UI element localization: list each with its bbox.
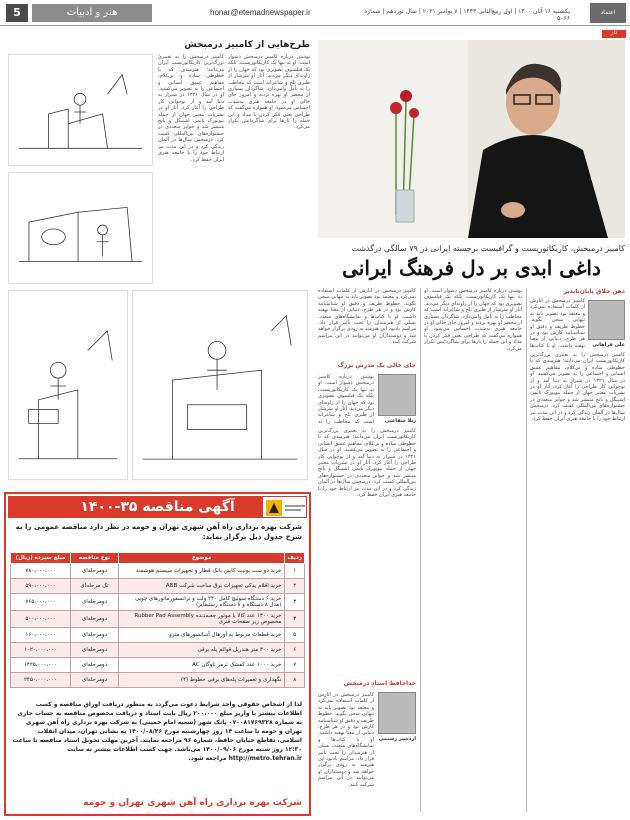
body-col-c-mid: نوشتن درباره کامبیز درمبخش دشوار است. او نه تنها یک کاریکاتوریست، بلکه یک فیلسوف تصویری بود که جهان را از زاویه‌ای دیگر می‌دید. آثار او سرشار از طنزی تلخ و شاعرانه است که مخاطب را به: [318, 374, 374, 424]
table-cell: خرید ۱۳۰۰ عدد کالا با موتور جعبه‌دنده Rubber Pad Assembly مخصوص زیر صفحات فنری: [119, 611, 285, 628]
author-photo-1: [588, 300, 625, 340]
table-cell: ۱: [285, 564, 305, 579]
portrait-photo: [318, 40, 625, 238]
tender-footer: لذا از اشخاص حقوقی واجد شرایط دعوت می‌گردد به منظور دریافت اوراق مناقصه و کسب اطلاعات بیشتر با واریز مبلغ ۲۰۰،۰۰۰ ریال بابت اسناد و دریافت مخصوص مناقصه به حساب جاری به شماره ۰۷۰۰۸۱۷۶۹۳۲۸ بانک شهر (شعبه امام خمینی) به شرکت بهره برداری راه آهن شهری تهران و حومه تا ساعت ۱۴ روز چهارشنبه مورخ ۱۴۰۰/۰۸/۲۶ به نشانی تهران، میدان انقلاب اسلامی، تقاطع خیابان حافظ، شماره ۹۶ مراجعه نمایند. آخرین مهلت تحویل اسناد مناقصه تا ساعت ۱۲:۳۰ روز شنبه مورخ ۱۴۰۰/۰۹/۰۶ می‌باشد. جهت کسب اطلاعات بیشتر به سایت http://metro.tehran.ir مراجعه شود.: [12, 701, 302, 762]
tender-table: [10, 552, 305, 688]
table-cell: ۲۴۵۰،۰۰۰،۰۰۰: [11, 673, 71, 688]
body-col-a: کامبیز درمبخش را به تعبیری بزرگ‌ترین کاریکاتوریست ایران می‌دانند؛ هنرمندی که با خطوطی ساده و بی‌کلام، مفاهیم عمیق انسانی و اجتماعی را به تصویر می‌کشید. او در سال ۱۳۲۱ در شیراز به دنیا آمد و از نوجوانی کار طراحی را آغاز کرد. آثار او در نشریات معتبر جهان از جمله نیویورک تایمز، اشپیگل و پانچ منتشر شد و جوایز متعددی در جشنواره‌های بین‌المللی کسب کرد. درمبخش سال‌ها در آلمان زندگی کرد و در این مدت نیز ارتباط خود را با جامعه هنری ایران حفظ کرد.: [530, 352, 625, 423]
table-cell: خرید ۱۰۰۰ عدد کفشک ترمز ناوگان AC: [119, 658, 285, 673]
table-cell: دومرحله‌ای: [71, 628, 119, 643]
table-cell: دومرحله‌ای: [71, 611, 119, 628]
table-cell: ۱۴۲۵،۰۰۰،۰۰۰: [11, 658, 71, 673]
table-row: [11, 564, 305, 579]
author-2-name: ژیلا شفاعتی: [384, 418, 416, 424]
tender-signature: شرکت بهره برداری راه آهن شهری تهران و حومه: [83, 798, 302, 808]
table-cell: خرید دو ست یونیت کابین بانک قطار و تجهیزات سیستم هوشمند: [119, 564, 285, 579]
section-tag-label: تار: [610, 29, 618, 36]
cartoon-1: [8, 54, 153, 166]
table-cell: دومرحله‌ای: [71, 658, 119, 673]
body-col-c-bottom: کامبیز درمبخش در آثارش از کلمات استفاده نمی‌کرد و معتقد بود تصویر باید به تنهایی سخن بگوید. خطوط ظریف و دقیق او شناسنامه کارش بود و در هر طرح، دنیایی از معنا نهفته داشت. او با کتاب‌ها و نمایشگاه‌های متعدد، نسلی از هنرمندان را تحت تأثیر قرار داد. مراسم یادبود این هنرمند به زودی برگزار خواهد شد و دوستداران او می‌توانند در این مراسم شرکت کنند.: [318, 692, 374, 788]
byline-1: ذهن خلاق پایان‌ناپذیر: [563, 288, 625, 295]
table-cell: نگهداری و تعمیرات پله‌های برقی خطوط (۴): [119, 673, 285, 688]
col-header: نوع مناقصه: [71, 553, 119, 564]
table-cell: ۵۹۰،۰۰۰،۰۰۰: [11, 579, 71, 594]
table-cell: خرید قطعات مربوط به آورهال آسانسورهای مترو: [119, 628, 285, 643]
col-header: ردیف: [285, 553, 305, 564]
col-header: موضوع: [119, 553, 285, 564]
tender-intro: شرکت بهره برداری راه آهن شهری تهران و حومه در نظر دارد مناقصه عمومی را به شرح جدول ذیل برگزار نماید:: [15, 523, 302, 541]
table-cell: ۵: [285, 628, 305, 643]
body-col-b: نوشتن درباره کامبیز درمبخش دشوار است. او نه تنها یک کاریکاتوریست، بلکه یک فیلسوف تصویری بود که جهان را از زاویه‌ای دیگر می‌دید. آثار او سرشار از طنزی تلخ و شاعرانه است که مخاطب را به تأمل وامی‌دارد. شاگردان بسیاری از محضر او بهره بردند و امروز جای خالی او در جامعه هنری به‌شدت احساس می‌شود. او همواره می‌گفت که طراحی یعنی فکر کردن با مداد و این جمله را بارها برای شاگردانش تکرار می‌کرد.: [424, 288, 522, 352]
caption-column: کامبیز درمبخش را به تعبیری بزرگ‌ترین کاریکاتوریست ایران می‌دانند؛ هنرمندی که با خطوطی ساده و بی‌کلام، مفاهیم عمیق انسانی و اجتماعی را به تصویر می‌کشید. او در سال ۱۳۲۱ در شیراز به دنیا آمد و از نوجوانی کار طراحی را آغاز کرد. آثار او در نشریات معتبر جهان از جمله نیویورک تایمز، اشپیگل و پانچ منتشر شد و جوایز متعددی در جشنواره‌های بین‌المللی کسب کرد. درمبخش سال‌ها در آلمان زندگی کرد و در این مدت نیز ارتباط خود را با جامعه هنری ایران حفظ کرد.: [158, 54, 224, 163]
table-cell: ۲: [285, 579, 305, 594]
column-divider: [526, 288, 527, 812]
author-photo-2: [378, 374, 416, 416]
cartoon-2: [8, 172, 153, 284]
table-row: [11, 658, 305, 673]
body-col-c-top: کامبیز درمبخش در آثارش از کلمات استفاده نمی‌کرد و معتقد بود تصویر باید به تنهایی سخن بگوید. خطوط ظریف و دقیق او شناسنامه کارش بود و در هر طرح، دنیایی از معنا نهفته داشت. او با کتاب‌ها و نمایشگاه‌های متعدد، نسلی از هنرمندان را تحت تأثیر قرار داد. مراسم یادبود این هنرمند به زودی برگزار خواهد شد و دوستداران او می‌توانند در این مراسم شرکت کنند.: [318, 288, 416, 346]
table-cell: ۵۰۰،۰۰۰،۰۰۰: [11, 611, 71, 628]
body-col-a-top: کامبیز درمبخش در آثارش از کلمات استفاده نمی‌کرد و معتقد بود تصویر باید به تنهایی سخن بگوید. خطوط ظریف و دقیق او شناسنامه کارش بود و در هر طرح، دنیایی از معنا نهفته داشت. او با کتاب‌ها: [530, 298, 585, 348]
table-cell: ۸: [285, 673, 305, 688]
table-row: [11, 673, 305, 688]
author-1-name: علی فراهانی: [592, 342, 625, 348]
article-kicker: کامبیز درمبخش، کاریکاتوریست و گرافیست برجسته ایرانی در ۷۹ سالگی درگذشت: [351, 244, 625, 253]
table-cell: ۴: [285, 611, 305, 628]
table-row: [11, 579, 305, 594]
article-headline: داغی ابدی بر دل فرهنگ ایرانی: [342, 256, 601, 280]
date-line: یکشنبه ۱۶ آبان ۱۴۰۰ | اول ربیع‌الثانی ۱۴۴۳ | ۷ نوامبر ۲۰۲۱ | سال نوزدهم | شماره ۵۰۶۶: [364, 8, 570, 22]
table-cell: خرید اقلام یدکی تجهیزات برق ساخت شرکت ABB: [119, 579, 285, 594]
table-cell: ۷۶۵،۰۰۰،۰۰۰: [11, 594, 71, 611]
byline-3: خداحافظ استاد درمبخش: [343, 680, 416, 687]
table-cell: ۷۸۰،۰۰۰،۰۰۰: [11, 564, 71, 579]
table-cell: دومرحله‌ای: [71, 643, 119, 658]
cartoon-4: [132, 290, 308, 480]
table-cell: دومرحله‌ای: [71, 564, 119, 579]
body-col-c: کامبیز درمبخش را به تعبیری بزرگ‌ترین کاریکاتوریست ایران می‌دانند؛ هنرمندی که با خطوطی ساده و بی‌کلام، مفاهیم عمیق انسانی و اجتماعی را به تصویر می‌کشید. او در سال ۱۳۲۱ در شیراز به دنیا آمد و از نوجوانی کار طراحی را آغاز کرد. آثار او در نشریات معتبر جهان از جمله نیویورک تایمز، اشپیگل و پانچ منتشر شد و جوایز متعددی در جشنواره‌های بین‌المللی کسب کرد. درمبخش سال‌ها در آلمان زندگی کرد و در این مدت نیز ارتباط خود را با جامعه هنری ایران حفظ کرد.: [318, 428, 416, 499]
body-column-top: نوشتن درباره کامبیز درمبخش دشوار است. او نه تنها یک کاریکاتوریست، بلکه یک فیلسوف تصویری بود که جهان را از زاویه‌ای دیگر می‌دید. آثار او سرشار از طنزی تلخ و شاعرانه است که مخاطب را به تأمل وامی‌دارد. شاگردان بسیاری از محضر او بهره بردند و امروز جای خالی او در جامعه هنری به‌شدت احساس می‌شود. او همواره می‌گفت که طراحی یعنی فکر کردن با مداد و این جمله را بارها برای شاگردانش تکرار می‌کرد.: [228, 54, 310, 131]
tender-title: آگهی مناقصه ۳۵-۱۴۰۰: [8, 496, 307, 518]
author-photo-3: [378, 692, 416, 734]
table-cell: ۷: [285, 658, 305, 673]
table-row: [11, 628, 305, 643]
section-email: honar@etemadnewspaper.ir: [210, 8, 311, 17]
table-cell: تک مرحله‌ای: [71, 579, 119, 594]
table-cell: دومرحله‌ای: [71, 594, 119, 611]
table-cell: ۶: [285, 643, 305, 658]
page-number: 5: [6, 4, 28, 22]
cartoons-title: طرح‌هایی از کامبیز درمبخش: [184, 40, 310, 50]
cartoon-3: [8, 290, 128, 480]
table-cell: ۱۶۰،۰۰۰،۰۰۰: [11, 628, 71, 643]
table-row: [11, 594, 305, 611]
table-cell: ۳: [285, 594, 305, 611]
metro-logo-icon: [262, 496, 307, 518]
table-row: [11, 611, 305, 628]
byline-2: جای خالی یک مدرس بزرگ: [337, 362, 416, 369]
table-cell: دومرحله‌ای: [71, 673, 119, 688]
col-header: مبلغ سپرده (ریال): [11, 553, 71, 564]
section-title: هنر و ادبیات: [32, 4, 152, 22]
column-divider: [420, 288, 421, 812]
table-cell: خرید ۳۰۰ متر هندریل قوائم پله برقی: [119, 643, 285, 658]
table-row: [11, 643, 305, 658]
author-3-name: اردشیر رستمی: [378, 736, 416, 742]
table-cell: خرید ۶ دستگاه سوئیچ کامل ۲۴۰ ولت و ترانسفورماتورهای چوبی (مدل ۸ دستگاه و ۸ دستگاه رستیفایر): [119, 594, 285, 611]
newspaper-logo: اعتماد: [590, 3, 626, 23]
table-cell: ۱۰۲۰،۰۰۰،۰۰۰: [11, 643, 71, 658]
